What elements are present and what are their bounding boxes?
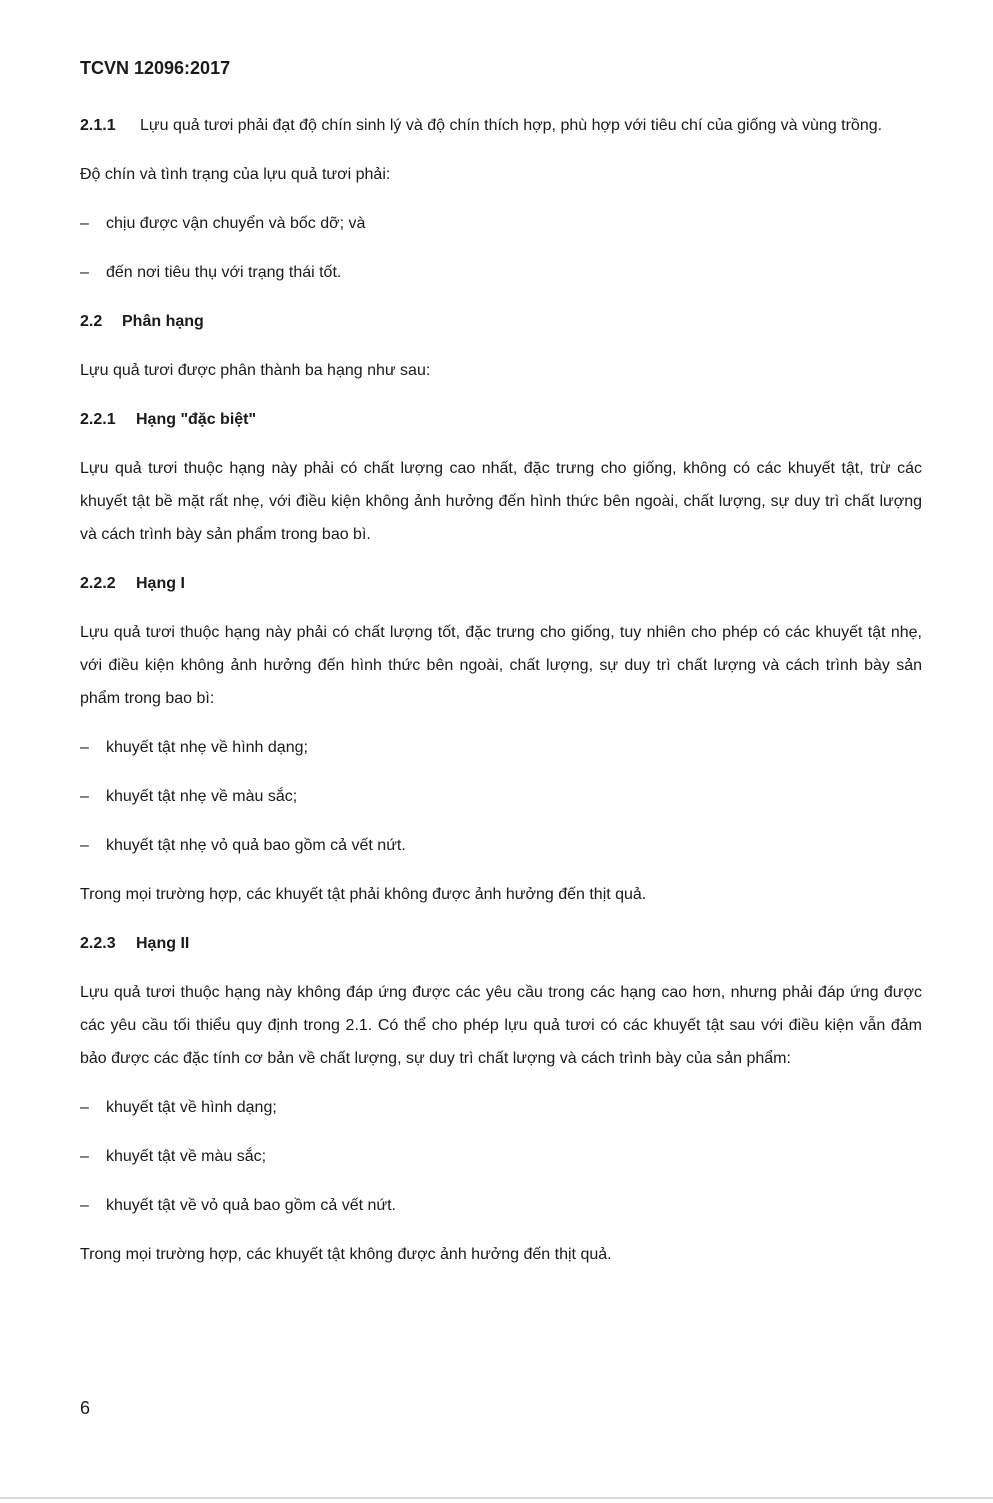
list-item-text: khuyết tật về vỏ quả bao gồm cả vết nứt. <box>106 1197 396 1214</box>
section-2-2-title: Phân hạng <box>122 313 204 330</box>
section-2-2-3-number: 2.2.3 <box>80 935 116 952</box>
bullet-dash: – <box>80 1099 89 1116</box>
bullet-dash: – <box>80 215 89 232</box>
section-2-2-number: 2.2 <box>80 313 103 330</box>
bullet-dash: – <box>80 264 89 281</box>
list-item-text: chịu được vận chuyển và bốc dỡ; và <box>106 215 366 232</box>
section-2-1-1-number: 2.1.1 <box>80 117 116 134</box>
document-page <box>80 58 922 1287</box>
section-2-2-1-paragraph: Lựu quả tươi thuộc hạng này phải có chất lượng cao nhất, đặc trưng cho giống, không có các khuyết tật, trừ các khuyết tật bề mặt rất nhẹ, với điều kiện không ảnh hưởng đến hình thức bên ngoài, chất lượng, sự duy trì chất lượng và cách trình bày sản phẩm trong bao bì. <box>80 460 922 543</box>
bullet-dash: – <box>80 788 89 805</box>
bullet-dash: – <box>80 739 89 756</box>
section-2-2-1-number: 2.2.1 <box>80 411 116 428</box>
list-item-text: đến nơi tiêu thụ với trạng thái tốt. <box>106 264 342 281</box>
section-2-2-1-title: Hạng "đặc biệt" <box>136 411 257 428</box>
document-code: TCVN 12096:2017 <box>80 58 231 78</box>
list-item <box>80 1189 922 1222</box>
section-2-2-2-paragraph: Lựu quả tươi thuộc hạng này phải có chất lượng tốt, đặc trưng cho giống, tuy nhiên cho phép có các khuyết tật nhẹ, với điều kiện không ảnh hưởng đến hình thức bên ngoài, chất lượng, sự duy trì chất lượng và cách trình bày sản phẩm trong bao bì: <box>80 624 922 707</box>
list-item-text: khuyết tật về màu sắc; <box>106 1148 267 1165</box>
section-2-2-paragraph: Lựu quả tươi được phân thành ba hạng như sau: <box>80 362 431 379</box>
section-2-2-2-heading <box>80 567 922 600</box>
section-2-2-3-heading <box>80 927 922 960</box>
list-item <box>80 829 922 862</box>
section-2-2-2-title: Hạng I <box>136 575 185 592</box>
list-item <box>80 731 922 764</box>
list-item <box>80 1140 922 1173</box>
section-2-2-1-heading <box>80 403 922 436</box>
page-bottom-edge <box>0 1497 993 1499</box>
list-item-text: khuyết tật nhẹ về hình dạng; <box>106 739 308 756</box>
bullet-dash: – <box>80 837 89 854</box>
bullet-dash: – <box>80 1197 89 1214</box>
section-2-1-1-paragraph <box>80 109 922 142</box>
section-2-2-3-title: Hạng II <box>136 935 190 952</box>
list-item-text: khuyết tật nhẹ vỏ quả bao gồm cả vết nứt. <box>106 837 406 854</box>
page-number: 6 <box>80 1398 91 1418</box>
list-item <box>80 207 922 240</box>
bullet-dash: – <box>80 1148 89 1165</box>
list-item <box>80 780 922 813</box>
section-2-1-1-text: Lựu quả tươi phải đạt độ chín sinh lý và độ chín thích hợp, phù hợp với tiêu chí của giống và vùng trồng. <box>140 117 883 134</box>
section-2-2-2-closing: Trong mọi trường hợp, các khuyết tật phải không được ảnh hưởng đến thịt quả. <box>80 886 647 903</box>
section-2-2-3-closing: Trong mọi trường hợp, các khuyết tật không được ảnh hưởng đến thịt quả. <box>80 1246 612 1263</box>
list-item <box>80 256 922 289</box>
list-item-text: khuyết tật về hình dạng; <box>106 1099 277 1116</box>
section-2-2-2-number: 2.2.2 <box>80 575 116 592</box>
list-item-text: khuyết tật nhẹ về màu sắc; <box>106 788 298 805</box>
section-2-2-3-paragraph: Lựu quả tươi thuộc hạng này không đáp ứng được các yêu cầu trong các hạng cao hơn, nhưng phải đáp ứng được các yêu cầu tối thiểu quy định trong 2.1. Có thể cho phép lựu quả tươi có các khuyết tật sau với điều kiện vẫn đảm bảo được các đặc tính cơ bản về chất lượng, sự duy trì chất lượng và cách trình bày của sản phẩm: <box>80 984 922 1067</box>
ripeness-intro-paragraph: Độ chín và tình trạng của lựu quả tươi phải: <box>80 166 391 183</box>
section-2-2-heading <box>80 305 922 338</box>
list-item <box>80 1091 922 1124</box>
